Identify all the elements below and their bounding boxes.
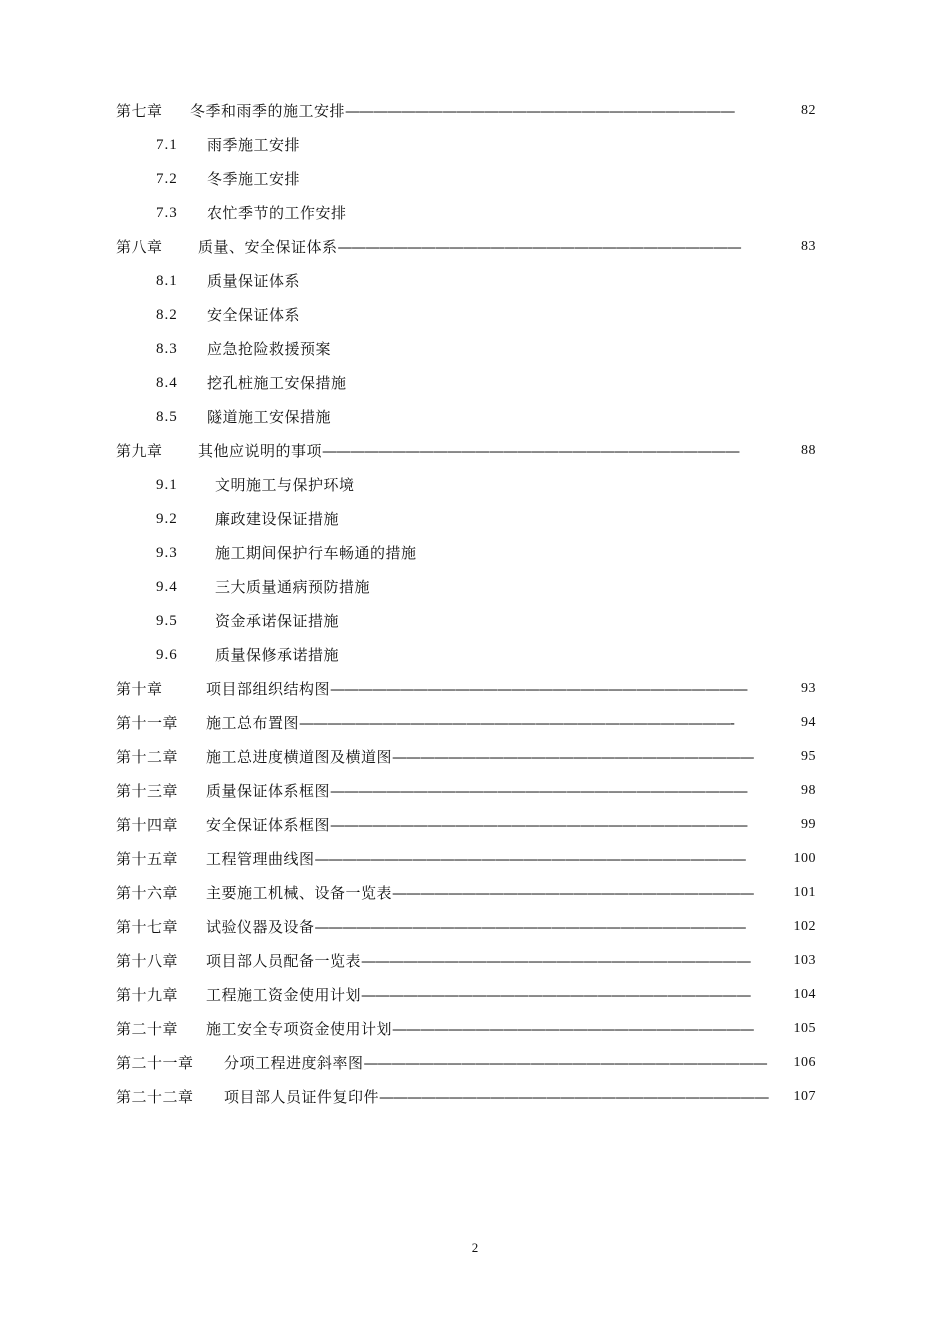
chapter-title: 项目部组织结构图	[206, 680, 331, 698]
toc-chapter-entry[interactable]	[116, 912, 816, 942]
page-ref: 102	[793, 919, 816, 934]
chapter-title: 安全保证体系框图	[206, 816, 331, 834]
toc-chapter-entry[interactable]	[116, 674, 816, 704]
page-ref: 94	[801, 715, 816, 730]
toc-section-entry[interactable]	[156, 368, 347, 398]
section-number: 9.6	[156, 647, 178, 663]
section-number: 8.3	[156, 341, 178, 357]
section-title: 冬季施工安排	[207, 170, 301, 188]
chapter-title: 质量保证体系框图	[206, 782, 331, 800]
page-ref: 107	[793, 1089, 816, 1104]
page-ref: 82	[801, 103, 816, 118]
chapter-title: 分项工程进度斜率图	[224, 1054, 364, 1072]
section-title: 质量保修承诺措施	[215, 646, 340, 664]
section-title: 安全保证体系	[207, 306, 301, 324]
toc-chapter-entry[interactable]	[116, 810, 816, 840]
leader-dashes: ———————————————————————————————	[314, 918, 746, 936]
toc-chapter-entry[interactable]	[116, 1048, 816, 1078]
section-title: 应急抢险救援预案	[207, 340, 332, 358]
page-ref: 103	[793, 953, 816, 968]
toc-section-entry[interactable]	[156, 198, 347, 228]
toc-section-entry[interactable]	[156, 640, 339, 670]
section-title: 文明施工与保护环境	[215, 476, 355, 494]
leader-dashes: ———————————————————————————————-	[299, 714, 734, 732]
section-title: 挖孔桩施工安保措施	[207, 374, 347, 392]
chapter-title: 项目部人员证件复印件	[224, 1088, 380, 1106]
chapter-title: 冬季和雨季的施工安排	[190, 102, 346, 120]
page-ref: 101	[793, 885, 816, 900]
page-ref: 88	[801, 443, 816, 458]
chapter-title: 项目部人员配备一览表	[206, 952, 362, 970]
leader-dashes: ——————————————————————————	[392, 1020, 754, 1038]
page-number: 2	[471, 1240, 479, 1255]
leader-dashes: ——————————————————————————	[392, 884, 754, 902]
toc-chapter-entry[interactable]	[116, 1082, 816, 1112]
toc-chapter-entry[interactable]	[116, 96, 816, 126]
chapter-number: 第八章	[116, 238, 163, 256]
toc-section-entry[interactable]	[156, 130, 300, 160]
leader-dashes: ——————————————————————————————	[322, 442, 740, 460]
toc-chapter-entry[interactable]	[116, 232, 816, 262]
chapter-number: 第二十章	[116, 1020, 179, 1038]
chapter-number: 第十七章	[116, 918, 179, 936]
toc-section-entry[interactable]	[156, 606, 339, 636]
toc-section-entry[interactable]	[156, 266, 300, 296]
section-title: 质量保证体系	[207, 272, 301, 290]
section-number: 8.5	[156, 409, 178, 425]
page-ref: 106	[793, 1055, 816, 1070]
leader-dashes: ——————————————————————————————	[330, 680, 748, 698]
chapter-number: 第十章	[116, 680, 163, 698]
section-number: 7.2	[156, 171, 178, 187]
toc-chapter-entry[interactable]	[116, 436, 816, 466]
chapter-number: 第十三章	[116, 782, 179, 800]
leader-dashes: ————————————————————————————	[361, 986, 751, 1004]
section-title: 三大质量通病预防措施	[215, 578, 371, 596]
leader-dashes: ——————————————————————————————	[330, 782, 748, 800]
chapter-number: 第十九章	[116, 986, 179, 1004]
section-number: 8.2	[156, 307, 178, 323]
chapter-number: 第十五章	[116, 850, 179, 868]
section-number: 8.4	[156, 375, 178, 391]
toc-chapter-entry[interactable]	[116, 980, 816, 1010]
chapter-number: 第九章	[116, 442, 163, 460]
chapter-number: 第十六章	[116, 884, 179, 902]
toc-chapter-entry[interactable]	[116, 776, 816, 806]
section-number: 7.3	[156, 205, 178, 221]
chapter-title: 施工总布置图	[206, 714, 300, 732]
chapter-number: 第二十二章	[116, 1088, 194, 1106]
section-title: 资金承诺保证措施	[215, 612, 340, 630]
toc-section-entry[interactable]	[156, 572, 370, 602]
section-title: 廉政建设保证措施	[215, 510, 340, 528]
chapter-title: 施工总进度横道图及横道图	[206, 748, 393, 766]
leader-dashes: ——————————————————————————	[392, 748, 754, 766]
chapter-number: 第十八章	[116, 952, 179, 970]
toc-chapter-entry[interactable]	[116, 946, 816, 976]
leader-dashes: ————————————————————————————	[379, 1088, 769, 1106]
leader-dashes: —————————————————————————————	[337, 238, 741, 256]
chapter-title: 工程管理曲线图	[206, 850, 315, 868]
chapter-number: 第十二章	[116, 748, 179, 766]
chapter-title: 施工安全专项资金使用计划	[206, 1020, 393, 1038]
section-number: 9.5	[156, 613, 178, 629]
section-title: 雨季施工安排	[207, 136, 301, 154]
toc-chapter-entry[interactable]	[116, 844, 816, 874]
section-title: 隧道施工安保措施	[207, 408, 332, 426]
chapter-title: 其他应说明的事项	[198, 442, 323, 460]
page-ref: 83	[801, 239, 816, 254]
page-ref: 95	[801, 749, 816, 764]
toc-section-entry[interactable]	[156, 334, 331, 364]
section-number: 9.2	[156, 511, 178, 527]
section-number: 9.3	[156, 545, 178, 561]
toc-section-entry[interactable]	[156, 470, 355, 500]
section-title: 农忙季节的工作安排	[207, 204, 347, 222]
toc-section-entry[interactable]	[156, 164, 300, 194]
section-number: 9.4	[156, 579, 178, 595]
chapter-title: 试验仪器及设备	[206, 918, 315, 936]
page-ref: 104	[793, 987, 816, 1002]
toc-chapter-entry[interactable]	[116, 708, 816, 738]
toc-chapter-entry[interactable]	[116, 1014, 816, 1044]
chapter-number: 第七章	[116, 102, 163, 120]
toc-section-entry[interactable]	[156, 402, 331, 432]
leader-dashes: ——————————————————————————————	[330, 816, 748, 834]
toc-chapter-entry[interactable]	[116, 878, 816, 908]
chapter-number: 第二十一章	[116, 1054, 194, 1072]
page-ref: 100	[793, 851, 816, 866]
page-ref: 99	[801, 817, 816, 832]
leader-dashes: ————————————————————————————	[361, 952, 751, 970]
page-ref: 93	[801, 681, 816, 696]
section-number: 7.1	[156, 137, 178, 153]
toc-section-entry[interactable]	[156, 300, 300, 330]
page-ref: 105	[793, 1021, 816, 1036]
page-ref: 98	[801, 783, 816, 798]
toc-section-entry[interactable]	[156, 538, 417, 568]
chapter-number: 第十一章	[116, 714, 179, 732]
leader-dashes: ————————————————————————————	[345, 102, 735, 120]
toc-chapter-entry[interactable]	[116, 742, 816, 772]
leader-dashes: ———————————————————————————————	[314, 850, 746, 868]
leader-dashes: —————————————————————————————	[363, 1054, 767, 1072]
chapter-title: 主要施工机械、设备一览表	[206, 884, 393, 902]
chapter-title: 工程施工资金使用计划	[206, 986, 362, 1004]
chapter-title: 质量、安全保证体系	[198, 238, 338, 256]
chapter-number: 第十四章	[116, 816, 179, 834]
section-number: 8.1	[156, 273, 178, 289]
toc-section-entry[interactable]	[156, 504, 339, 534]
section-title: 施工期间保护行车畅通的措施	[215, 544, 417, 562]
section-number: 9.1	[156, 477, 178, 493]
